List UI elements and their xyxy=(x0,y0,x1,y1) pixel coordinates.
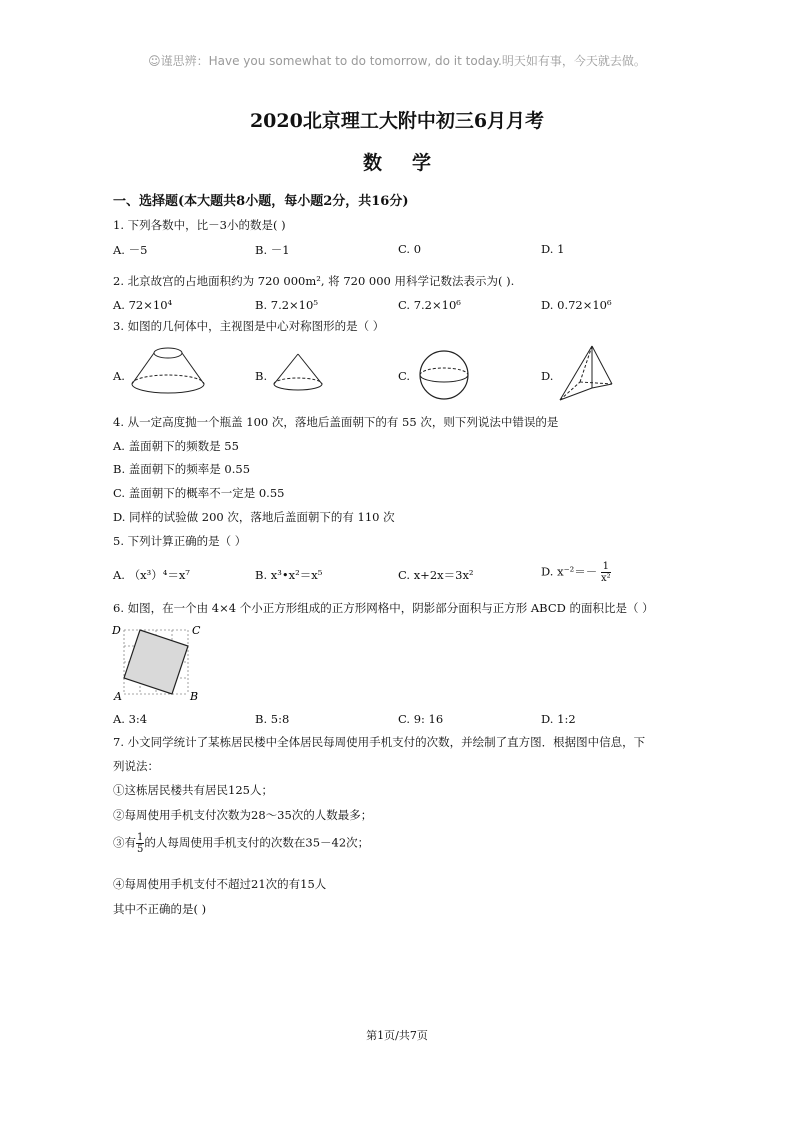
q3-option-a: A. xyxy=(113,369,125,383)
q2-option-c: C. 7.2×10⁶ xyxy=(398,298,461,312)
q1-option-d: D. 1 xyxy=(541,242,565,256)
q6-option-d: D. 1:2 xyxy=(541,712,576,726)
section-heading: 一、选择题(本大题共8小题，每小题2分，共16分) xyxy=(113,194,409,209)
statement-3-den: 5 xyxy=(137,844,144,855)
q5-option-d xyxy=(541,561,611,584)
q5-fraction xyxy=(601,561,611,584)
question-3: 3. 如图的几何体中，主视图是中心对称图形的是（ ） xyxy=(113,319,385,333)
q3-option-d: D. xyxy=(541,369,554,383)
q6-option-c: C. 9: 16 xyxy=(398,712,444,726)
question-4: 4. 从一定高度抛一个瓶盖 100 次，落地后盖面朝下的有 55 次，则下列说法中错误的是 xyxy=(113,415,559,429)
statement-3-pre: ③有 xyxy=(113,835,136,850)
q4-option-b: B. 盖面朝下的频率是 0.55 xyxy=(113,462,251,476)
sphere-figure xyxy=(416,348,472,402)
q2-option-a: A. 72×10⁴ xyxy=(113,298,173,312)
statement-3-post: 的人每周使用手机支付的次数在35－42次； xyxy=(144,835,370,850)
question-6: 6. 如图，在一个由 4×4 个小正方形组成的正方形网格中，阴影部分面积与正方形 ABCD 的面积比是（ ） xyxy=(113,601,654,615)
q1-option-b: B. －1 xyxy=(255,243,290,257)
grid-square-figure xyxy=(110,620,206,704)
q1-option-a: A. －5 xyxy=(113,243,148,257)
q6-option-b: B. 5:8 xyxy=(255,712,290,726)
page-footer: 第1页/共7页 xyxy=(366,1029,428,1042)
q2-option-d: D. 0.72×10⁶ xyxy=(541,298,612,312)
q5-fraction-den: x² xyxy=(600,573,611,584)
question-7-ask: 其中不正确的是( ) xyxy=(113,902,207,916)
q6-option-a: A. 3:4 xyxy=(113,712,148,726)
q5-option-d-text: D. x⁻²＝－ xyxy=(541,564,598,579)
q3-option-c: C. xyxy=(398,369,411,383)
q5-fraction-num: 1 xyxy=(602,561,609,572)
statement-3-num: 1 xyxy=(137,832,144,843)
q3-option-b: B. xyxy=(255,369,268,383)
statement-1: ①这栋居民楼共有居民125人； xyxy=(113,783,273,797)
q2-option-b: B. 7.2×10⁵ xyxy=(255,298,318,312)
q4-option-d: D. 同样的试验做 200 次，落地后盖面朝下的有 110 次 xyxy=(113,510,395,524)
cone-figure xyxy=(268,352,328,396)
subject-title: 数学 xyxy=(362,152,461,174)
label-d: D xyxy=(112,624,121,637)
q4-option-c: C. 盖面朝下的概率不一定是 0.55 xyxy=(113,486,285,500)
label-c: C xyxy=(192,624,201,637)
question-7-line1: 7. 小文同学统计了某栋居民楼中全体居民每周使用手机支付的次数，并绘制了直方图．根据图中信息，下 xyxy=(113,735,646,749)
statement-3 xyxy=(113,832,369,855)
q4-option-a: A. 盖面朝下的频数是 55 xyxy=(113,439,239,453)
watermark: ☺谨思辨：Have you somewhat to do tomorrow, do it today.明天如有事，今天就去做。 xyxy=(148,54,646,68)
q5-option-b: B. x³•x²＝x⁵ xyxy=(255,568,323,582)
pyramid-figure xyxy=(556,344,616,404)
frustum-figure xyxy=(128,344,208,400)
page-title: 2020北京理工大附中初三6月月考 xyxy=(249,110,545,132)
q1-option-c: C. 0 xyxy=(398,242,422,256)
statement-4: ④每周使用手机支付不超过21次的有15人 xyxy=(113,877,327,891)
q5-option-a: A. （x³）⁴＝x⁷ xyxy=(113,568,190,582)
q5-option-c: C. x+2x＝3x² xyxy=(398,568,474,582)
label-b: B xyxy=(190,690,199,703)
question-1: 1. 下列各数中，比－3小的数是( ) xyxy=(113,218,286,232)
question-2: 2. 北京故宫的占地面积约为 720 000m², 将 720 000 用科学记数法表示为( ). xyxy=(113,274,515,288)
question-7-line2: 列说法： xyxy=(113,759,159,773)
statement-2: ②每周使用手机支付次数为28～35次的人数最多； xyxy=(113,808,373,822)
label-a: A xyxy=(114,690,122,703)
question-5: 5. 下列计算正确的是（ ） xyxy=(113,534,247,548)
